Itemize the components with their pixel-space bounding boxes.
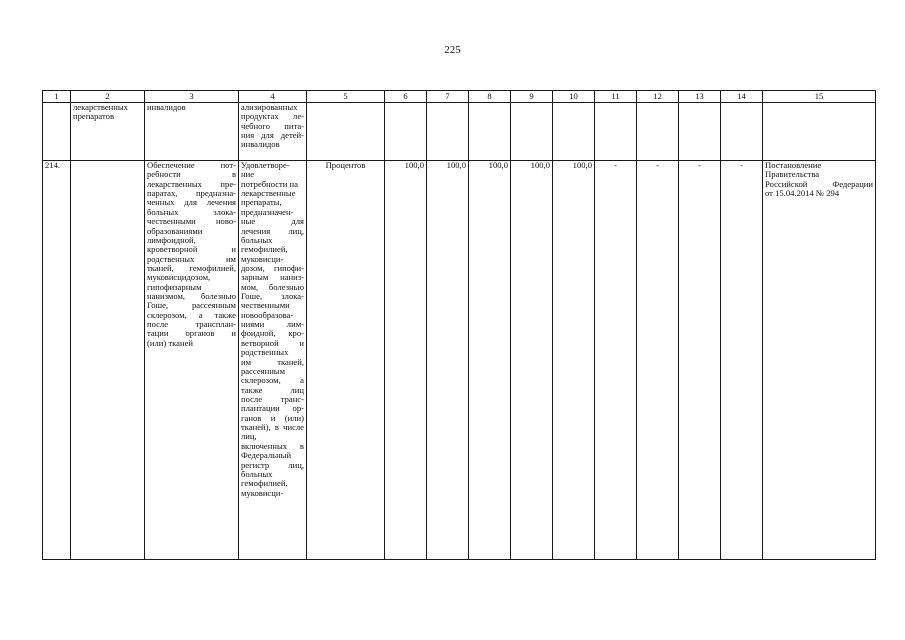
- text-line: лиц,: [241, 431, 257, 442]
- text-line: гипофизарным: [147, 281, 202, 292]
- column-number: 6: [385, 91, 427, 103]
- cell-value: -: [679, 161, 721, 560]
- text-line: (или) тканей: [147, 337, 193, 348]
- text-line: паратах, предназна-: [147, 188, 236, 199]
- text-line: ганов и (или): [241, 412, 304, 423]
- text-line: тации органов и: [147, 328, 236, 339]
- column-number: 15: [763, 91, 876, 103]
- text-line: муковисци-: [241, 487, 284, 498]
- cell-indicator: [239, 161, 307, 560]
- text-line: чественными ново-: [147, 216, 236, 227]
- cell-task: инвалидов: [145, 103, 239, 161]
- text-line: ниями лим-: [241, 319, 304, 330]
- indicators-table: [42, 90, 876, 560]
- text-line: зарным наниз-: [241, 272, 304, 283]
- cell-value: -: [637, 161, 679, 560]
- text-line: ветворной и: [241, 337, 304, 348]
- text-line: ние: [241, 169, 255, 180]
- column-number: 13: [679, 91, 721, 103]
- text-line: Обеспечение пот-: [147, 160, 236, 170]
- text-line: мом, болезнью: [241, 281, 304, 292]
- text-line: родственных: [241, 347, 289, 358]
- table-row: [43, 103, 876, 161]
- cell-source: [763, 161, 876, 560]
- cell-value: -: [721, 161, 763, 560]
- cell-task: [145, 161, 239, 560]
- text-line: Федеральный: [241, 450, 292, 461]
- text-line: чебного пита-: [241, 120, 304, 131]
- cell-value: 100,0: [469, 161, 511, 560]
- cell-value: 100,0: [511, 161, 553, 560]
- text-line: чественными: [241, 300, 290, 311]
- text-line: регистр лиц,: [241, 459, 304, 470]
- text-line: ния для детей-: [241, 130, 304, 141]
- text-line: тканей, гемофилией,: [147, 262, 236, 273]
- text-line: Российской Федерации: [765, 178, 873, 189]
- column-number: 2: [71, 91, 145, 103]
- text-line: ные для: [241, 216, 304, 227]
- text-line: родственных им: [147, 253, 236, 264]
- text-line: ребности в: [147, 169, 236, 180]
- text-line: лекарственных пре-: [147, 178, 236, 189]
- text-line: от 15.04.2014 № 294: [765, 188, 840, 199]
- text-line: им тканей,: [241, 356, 304, 367]
- column-number: 5: [307, 91, 385, 103]
- text-line: рассеянным: [241, 365, 286, 376]
- column-number: 11: [595, 91, 637, 103]
- column-number: 7: [427, 91, 469, 103]
- column-number: 1: [43, 91, 71, 103]
- text-line: также лиц: [241, 384, 304, 395]
- column-number: 8: [469, 91, 511, 103]
- cell-goal: [71, 161, 145, 560]
- text-line: лимфоидной,: [147, 234, 196, 245]
- column-number: 4: [239, 91, 307, 103]
- page-number: 225: [444, 44, 461, 56]
- text-line: после транс-: [241, 393, 304, 404]
- text-line: новообразова-: [241, 309, 294, 320]
- column-number: 12: [637, 91, 679, 103]
- text-line: после трансплан-: [147, 319, 236, 330]
- text-line: плантации ор-: [241, 403, 304, 414]
- cell-value: 100,0: [427, 161, 469, 560]
- text-line: включенных в: [241, 440, 304, 451]
- cell-value: 100,0: [553, 161, 595, 560]
- text-line: тканей), в числе: [241, 422, 304, 433]
- text-line: гемофилией,: [241, 244, 288, 255]
- text-line: гемофилией,: [241, 478, 288, 489]
- text-line: больных: [241, 468, 273, 479]
- cell-goal: лекарственных препаратов: [71, 103, 145, 161]
- text-line: больных: [241, 234, 273, 245]
- text-line: инвалидов: [241, 139, 280, 150]
- text-line: ализированных: [241, 102, 298, 112]
- text-line: фоидной, кро-: [241, 328, 304, 339]
- text-line: продуктах ле-: [241, 111, 304, 122]
- cell-index: [43, 103, 71, 161]
- cell-indicator: [239, 103, 307, 161]
- text-line: склерозом, а: [241, 375, 304, 386]
- text-line: лечения лиц,: [241, 225, 304, 236]
- table-row: [43, 161, 876, 560]
- text-line: потребности на: [241, 178, 298, 189]
- cell-unit: Процентов: [307, 161, 385, 560]
- text-line: ченных для лечения: [147, 197, 236, 208]
- text-line: кроветворной и: [147, 244, 236, 255]
- cell-value: 100,0: [385, 161, 427, 560]
- text-line: образованиями: [147, 225, 203, 236]
- text-line: Гоше, злока-: [241, 291, 304, 302]
- text-line: препараты,: [241, 197, 282, 208]
- column-number: 10: [553, 91, 595, 103]
- text-line: муковисци-: [241, 253, 284, 264]
- cell-value: -: [595, 161, 637, 560]
- text-line: дозом, гипофи-: [241, 262, 304, 273]
- text-line: Правительства: [765, 169, 820, 180]
- text-line: муковисцидозом,: [147, 272, 211, 283]
- text-line: предназначен-: [241, 206, 294, 217]
- text-line: нанизмом, болезнью: [147, 291, 236, 302]
- text-line: Постановление: [765, 160, 822, 170]
- cell-index: 214.: [43, 161, 71, 560]
- text-line: лекарственные: [241, 188, 296, 199]
- column-numbers-row: [43, 91, 876, 103]
- column-number: 9: [511, 91, 553, 103]
- text-line: Гоше, рассеянным: [147, 300, 236, 311]
- text-line: больных злока-: [147, 206, 236, 217]
- text-line: Удовлетворе-: [241, 160, 290, 170]
- column-number: 3: [145, 91, 239, 103]
- text-line: склерозом, а также: [147, 309, 236, 320]
- column-number: 14: [721, 91, 763, 103]
